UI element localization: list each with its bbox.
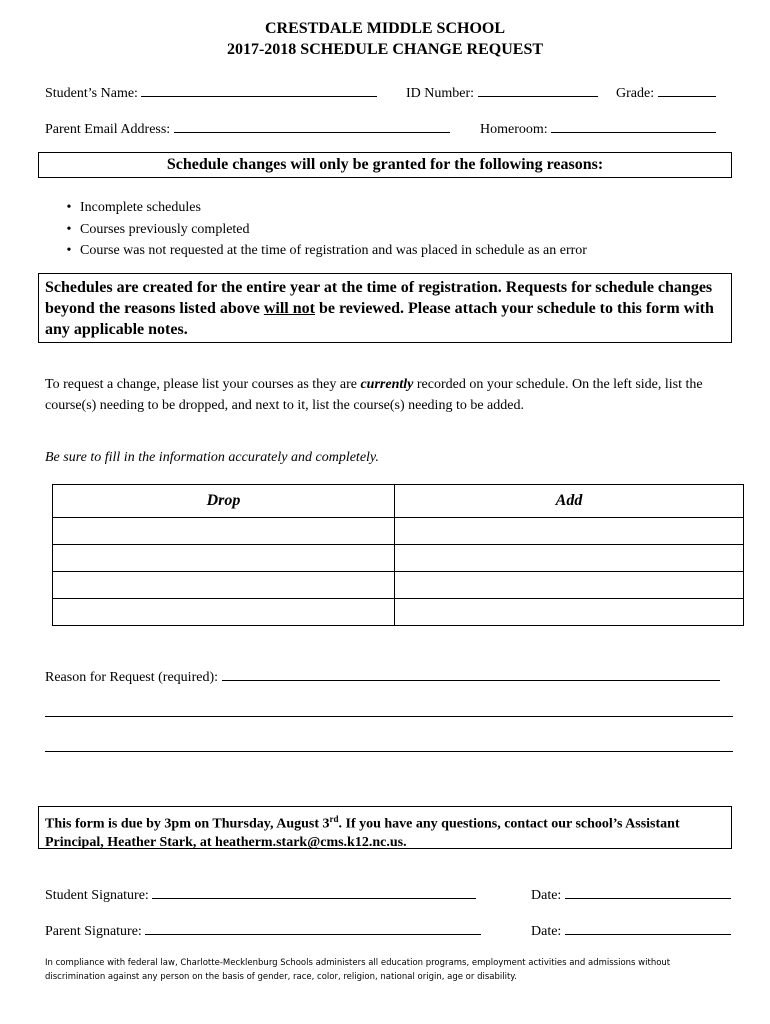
homeroom-row	[480, 118, 716, 138]
drop-add-table	[52, 484, 744, 626]
notice-box	[38, 273, 732, 343]
bullet-icon: •	[66, 243, 72, 258]
table-row	[53, 545, 744, 572]
parent-date-row	[531, 920, 731, 940]
parent-signature-field[interactable]	[145, 920, 481, 935]
student-name-label: Student’s Name:	[45, 86, 138, 101]
drop-cell[interactable]	[53, 518, 395, 545]
add-cell[interactable]	[395, 518, 744, 545]
add-cell[interactable]	[395, 545, 744, 572]
student-date-field[interactable]	[565, 884, 731, 899]
student-name-row	[45, 82, 377, 102]
add-cell[interactable]	[395, 572, 744, 599]
homeroom-field[interactable]	[551, 118, 716, 133]
drop-cell[interactable]	[53, 545, 395, 572]
compliance-footer: In compliance with federal law, Charlotte-Mecklenburg Schools administers all education programs, employment activities and admissions without discrimination against any person on the basis of gender, race, color, religion, national origin, age or disability.	[45, 958, 671, 982]
id-number-row	[406, 82, 598, 102]
parent-date-label: Date:	[531, 924, 562, 939]
parent-date-field[interactable]	[565, 920, 731, 935]
reason-field[interactable]	[222, 666, 720, 681]
reason-line-3[interactable]	[45, 751, 733, 752]
drop-cell[interactable]	[53, 599, 395, 626]
instructions-text: To request a change, please list your courses as they are currently recorded on your schedule. On the left side, list the course(s) needing to be dropped, and next to it, list the course(s) needing to be added.	[45, 377, 703, 413]
due-notice-text: This form is due by 3pm on Thursday, August 3rd. If you have any questions, contact our school’s Assistant Principal, Heather Stark, at heatherm.stark@cms.k12.nc.us.	[45, 814, 680, 850]
table-row	[53, 599, 744, 626]
reason-label: Reason for Request (required):	[45, 670, 218, 685]
bullet-icon: •	[66, 221, 72, 237]
student-date-row	[531, 884, 731, 904]
table-row	[53, 518, 744, 545]
list-item: • Course was not requested at the time of registration and was placed in schedule as an error	[58, 240, 587, 262]
table-row	[53, 572, 744, 599]
due-notice-box	[38, 806, 732, 849]
add-header: Add	[395, 485, 744, 518]
add-cell[interactable]	[395, 599, 744, 626]
parent-email-row	[45, 118, 450, 138]
table-header-row	[53, 485, 744, 518]
student-name-field[interactable]	[141, 82, 377, 97]
parent-signature-label: Parent Signature:	[45, 924, 142, 939]
student-signature-field[interactable]	[152, 884, 476, 899]
grade-field[interactable]	[658, 82, 716, 97]
notice-text: Schedules are created for the entire year at the time of registration. Requests for schedule changes beyond the reasons listed above will not be reviewed. Please attach your schedule to this form with any applicable notes.	[45, 279, 714, 338]
student-date-label: Date:	[531, 888, 562, 903]
parent-signature-row	[45, 920, 481, 940]
reasons-heading-box	[38, 152, 732, 178]
list-item: • Incomplete schedules	[58, 197, 587, 219]
reasons-list	[58, 197, 587, 262]
parent-email-label: Parent Email Address:	[45, 122, 171, 137]
id-number-field[interactable]	[478, 82, 598, 97]
reasons-heading: Schedule changes will only be granted for the following reasons:	[166, 156, 604, 173]
school-name: CRESTDALE MIDDLE SCHOOL	[264, 20, 506, 37]
list-item: • Courses previously completed	[58, 219, 587, 241]
homeroom-label: Homeroom:	[480, 122, 548, 137]
grade-row	[616, 82, 716, 102]
reason-line-2[interactable]	[45, 716, 733, 717]
form-title: 2017-2018 SCHEDULE CHANGE REQUEST	[226, 41, 544, 58]
student-signature-label: Student Signature:	[45, 888, 149, 903]
notice-underlined: will not	[263, 300, 315, 317]
parent-email-field[interactable]	[174, 118, 450, 133]
grade-label: Grade:	[616, 86, 655, 101]
id-number-label: ID Number:	[406, 86, 475, 101]
bullet-icon: •	[66, 200, 72, 215]
drop-cell[interactable]	[53, 572, 395, 599]
reminder-text: Be sure to fill in the information accurately and completely.	[45, 450, 379, 465]
drop-header: Drop	[53, 485, 395, 518]
instructions-emphasis: currently	[360, 377, 414, 392]
student-signature-row	[45, 884, 476, 904]
reason-row	[45, 666, 720, 686]
